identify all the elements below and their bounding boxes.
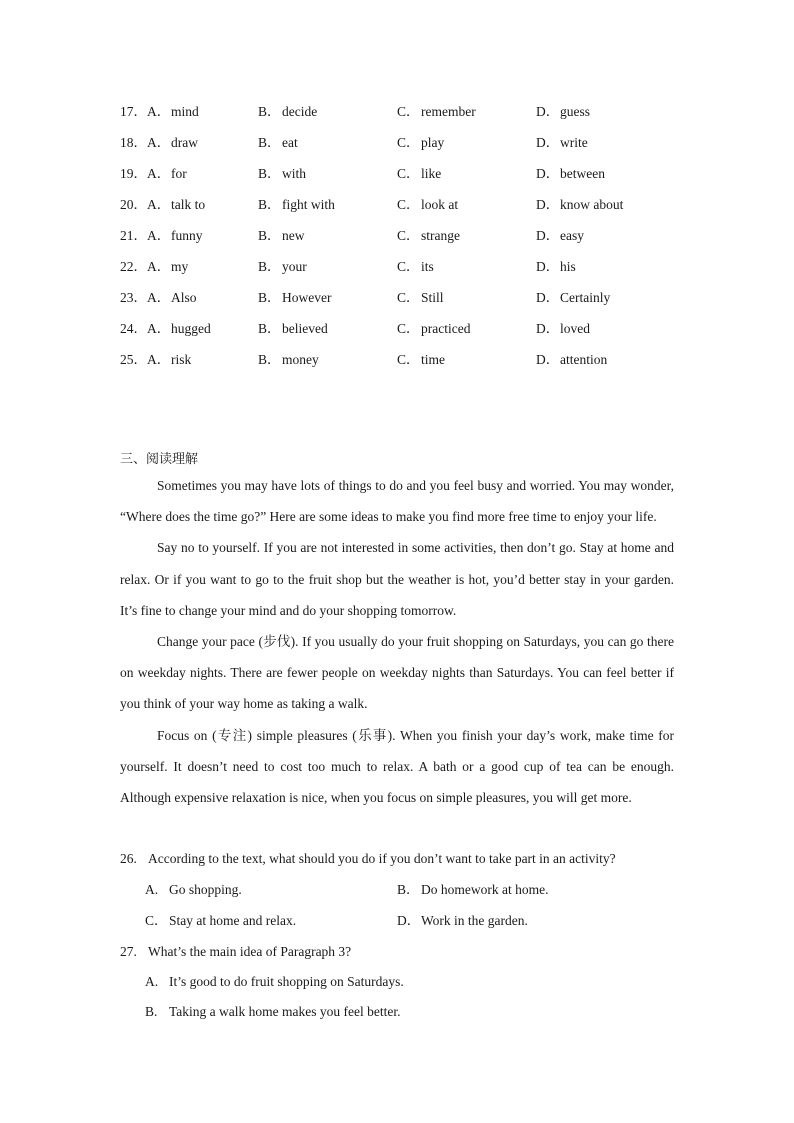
reading-passage	[120, 470, 674, 813]
question-number: 24．	[120, 321, 147, 336]
cloze-row	[120, 100, 720, 131]
cloze-row	[120, 348, 720, 379]
question-26	[120, 843, 680, 874]
question-number: 20．	[120, 197, 147, 212]
option-a: A．mind	[147, 104, 199, 119]
choice-b: B. Taking a walk home makes you feel better.	[145, 1004, 401, 1019]
option-c: C．time	[397, 352, 445, 367]
cloze-row	[120, 131, 720, 162]
option-c: C．remember	[397, 104, 476, 119]
section-title: 三、阅读理解	[120, 452, 199, 467]
question-number: 27.	[120, 944, 137, 959]
option-a: A．risk	[147, 352, 192, 367]
option-d: D．know about	[536, 197, 624, 212]
choice-a: A. Go shopping.	[145, 882, 242, 897]
question-number: 22．	[120, 259, 147, 274]
option-a: A．my	[147, 259, 189, 274]
option-d: D．loved	[536, 321, 590, 336]
passage-paragraph: Focus on (专注) simple pleasures (乐事). When you finish your day’s work, make time for yourself. It doesn’t need to cost too much to relax. A bath or a good cup of tea can be enough. Although expensive relaxation is nice, when you focus on simple pleasures, you will get more.	[120, 727, 674, 806]
question-number: 17．	[120, 104, 147, 119]
option-b: B．fight with	[258, 197, 335, 212]
cloze-row	[120, 255, 720, 286]
option-a: A．funny	[147, 228, 203, 243]
question-number: 19．	[120, 166, 147, 181]
cloze-row	[120, 193, 720, 224]
reading-questions	[120, 843, 680, 1027]
question-number: 21．	[120, 228, 147, 243]
option-c: C．strange	[397, 228, 460, 243]
question-number: 26.	[120, 851, 137, 866]
cloze-row	[120, 162, 720, 193]
cloze-row	[120, 286, 720, 317]
option-c: C．practiced	[397, 321, 471, 336]
question-27	[120, 936, 680, 967]
question-number: 23．	[120, 290, 147, 305]
option-b: B．believed	[258, 321, 328, 336]
option-a: A．hugged	[147, 321, 211, 336]
option-d: D．Certainly	[536, 290, 611, 305]
option-b: B．new	[258, 228, 305, 243]
option-b: B．decide	[258, 104, 318, 119]
choice-b: B．Do homework at home.	[397, 882, 549, 897]
option-c: C．look at	[397, 197, 459, 212]
option-a: A．talk to	[147, 197, 206, 212]
option-c: C．like	[397, 166, 442, 181]
option-a: A．for	[147, 166, 187, 181]
option-d: D．between	[536, 166, 605, 181]
option-d: D．easy	[536, 228, 584, 243]
option-b: B．eat	[258, 135, 298, 150]
option-b: B．money	[258, 352, 319, 367]
question-text: What’s the main idea of Paragraph 3?	[148, 944, 352, 959]
option-d: D．write	[536, 135, 588, 150]
option-d: D．his	[536, 259, 576, 274]
choice-row	[120, 905, 680, 936]
question-number: 25．	[120, 352, 147, 367]
passage-paragraph: Say no to yourself. If you are not interested in some activities, then don’t go. Stay at home and relax. Or if you want to go to the fruit shop but the weather is hot, you’d better stay in your garden. It’s fine to change your mind and do your shopping tomorrow.	[120, 540, 674, 618]
option-d: D．attention	[536, 352, 608, 367]
option-b: B．with	[258, 166, 307, 181]
option-c: C．its	[397, 259, 434, 274]
cloze-options	[120, 100, 720, 379]
option-d: D．guess	[536, 104, 590, 119]
passage-paragraph: Sometimes you may have lots of things to do and you feel busy and worried. You may wonder, “Where does the time go?” Here are some ideas to make you find more free time to enjoy your life.	[120, 478, 674, 525]
cloze-row	[120, 224, 720, 255]
option-c: C．Still	[397, 290, 444, 305]
option-b: B．your	[258, 259, 307, 274]
question-number: 18．	[120, 135, 147, 150]
passage-paragraph: Change your pace (步伐). If you usually do your fruit shopping on Saturdays, you can go there on weekday nights. There are fewer people on weekday nights than Saturdays. You can feel better if you think of your way home as taking a walk.	[120, 634, 674, 712]
option-c: C．play	[397, 135, 445, 150]
cloze-row	[120, 317, 720, 348]
choice-row	[120, 874, 680, 905]
choice-c: C．Stay at home and relax.	[145, 913, 297, 928]
choice-d: D．Work in the garden.	[397, 913, 528, 928]
option-a: A．draw	[147, 135, 198, 150]
option-a: A．Also	[147, 290, 197, 305]
choice-a: A. It’s good to do fruit shopping on Saturdays.	[145, 974, 404, 989]
option-b: B．However	[258, 290, 332, 305]
question-text: According to the text, what should you do if you don’t want to take part in an activity?	[148, 851, 616, 866]
